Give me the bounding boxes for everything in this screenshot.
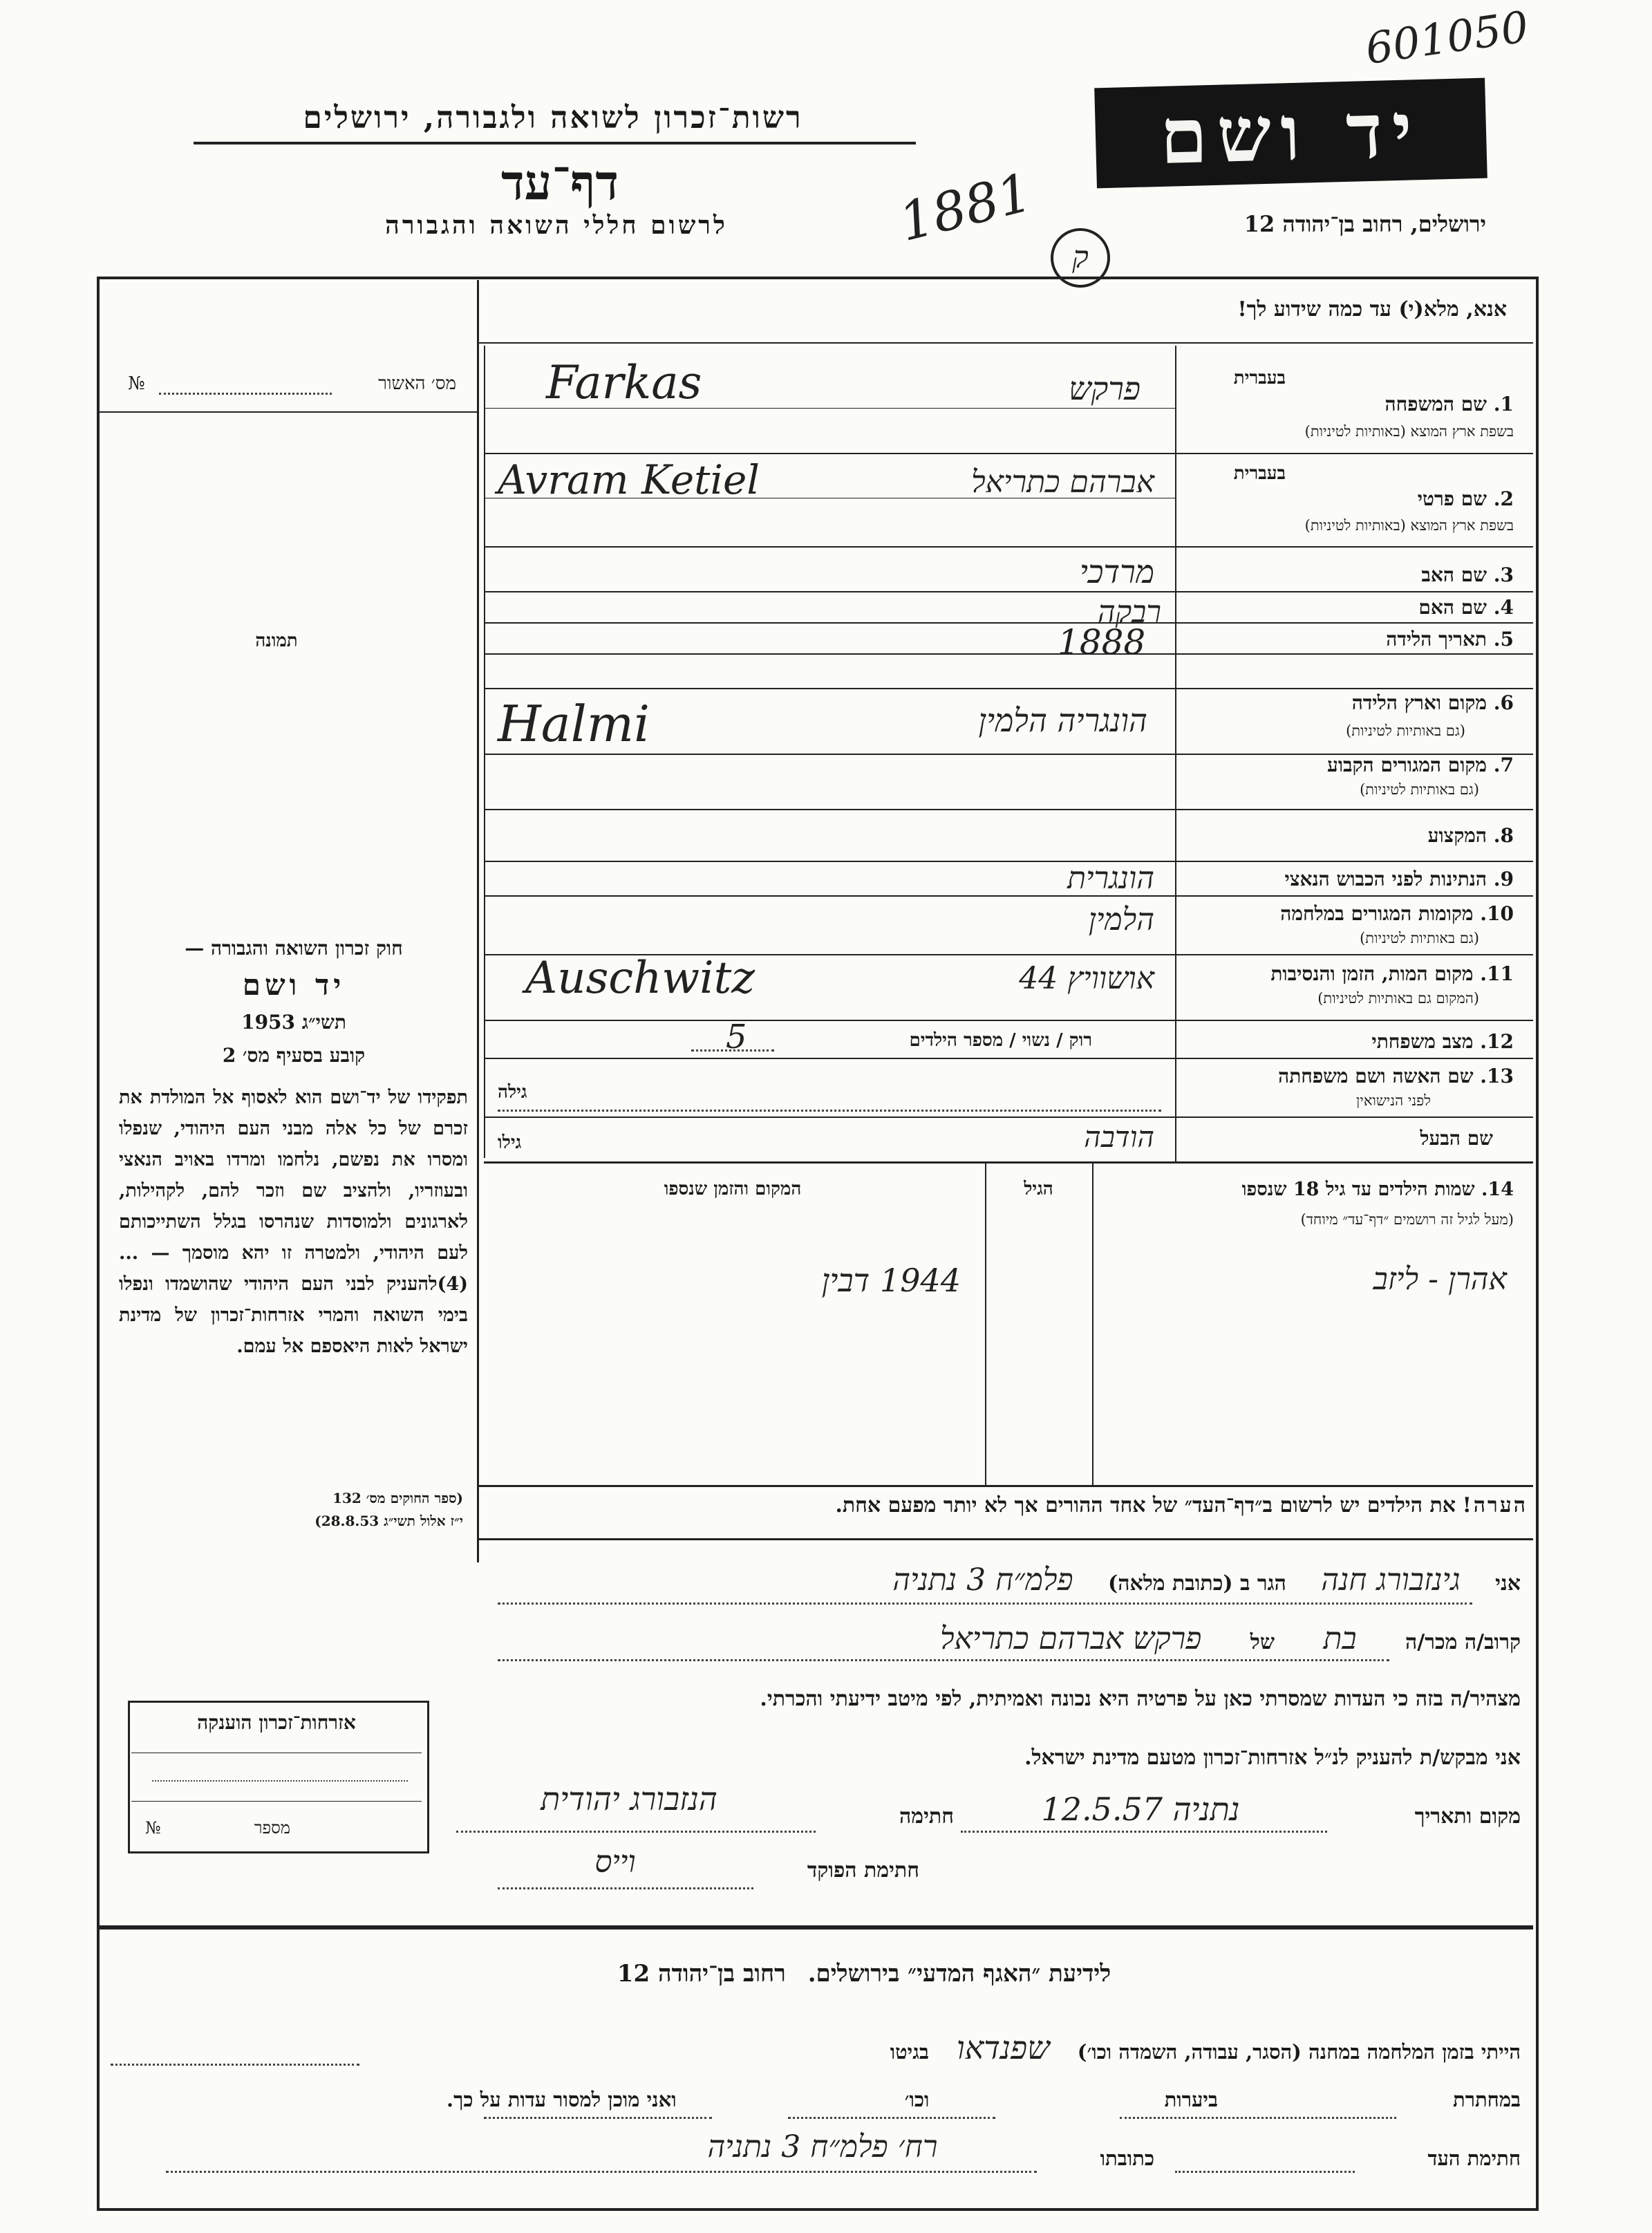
children-row-place[interactable]: 1944 דבין: [821, 1262, 961, 1299]
decl-relative-label: קרוב/ה מכר/ה: [1405, 1630, 1521, 1654]
field-1-num: 1.: [1493, 393, 1514, 415]
cert-number-label: מס׳ האשור: [378, 373, 456, 394]
address: ירושלים, רחוב בן־יהודה 12: [1243, 211, 1486, 237]
law-ref-2: י״ז אלול תשי״ג 28.8.53): [315, 1513, 463, 1529]
row-line: [484, 591, 1533, 592]
row-line: [484, 1116, 1533, 1118]
photo-box-top: [100, 411, 477, 413]
decl-of-name[interactable]: פרקש אברהם כתריאל: [940, 1621, 1202, 1656]
field-12-dots: [691, 1049, 774, 1052]
decl-line-1: [207, 1562, 1521, 1598]
bottom-address-dots: [166, 2171, 1037, 2173]
bottom-underground-label: במחתרת: [1453, 2088, 1521, 2111]
field-4-value[interactable]: רבקה: [1097, 595, 1161, 630]
field-1-sub: בשפת ארץ המוצא (באותיות לטיניות): [1304, 423, 1514, 440]
field-3-text: שם האב: [1421, 563, 1487, 586]
field-6-text: מקום וארץ הלידה: [1351, 691, 1487, 714]
husband-printed: גילו: [498, 1132, 522, 1153]
field-2-text: שם פרטי: [1417, 487, 1487, 510]
law-title: חוק זכרון השואה והגבורה —: [185, 937, 403, 960]
field-11-label: [1189, 962, 1514, 986]
bottom-title: לידיעת ״האגף המדעי״ בירושלים.: [807, 1960, 1111, 1988]
cert-number-no: №: [128, 373, 145, 394]
citizenship-number-label: מספר: [254, 1818, 290, 1838]
logo-text: יד ושם: [1158, 85, 1423, 181]
citizenship-title: אזרחות־זכרון הוענקה: [197, 1711, 356, 1734]
bottom-etc-dots[interactable]: [484, 2117, 712, 2119]
field-12-text: מצב משפחתי: [1371, 1030, 1474, 1053]
row-line: [484, 653, 1533, 655]
authority-line: רשות־זכרון לשואה ולגבורה, ירושלים: [303, 100, 803, 136]
archive-number: 601050: [1362, 1, 1532, 75]
field-12-num: 12.: [1480, 1030, 1514, 1053]
husband-value[interactable]: הודבה: [1084, 1120, 1154, 1154]
children-num: 14.: [1481, 1179, 1514, 1200]
field-7-num: 7.: [1493, 754, 1514, 776]
decl-request: אני מבקש/ת להעניק לנ״ל אזרחות־זכרון מטעם מדינת ישראל.: [1024, 1746, 1521, 1770]
field-8-text: המקצוע: [1427, 824, 1487, 847]
bottom-line-2: [111, 2088, 1521, 2112]
field-2-label: [1244, 487, 1514, 511]
row-line: [484, 1161, 1533, 1164]
decl-officer-dots: [498, 1887, 753, 1889]
children-text: שמות הילדים עד גיל 18 שנספו: [1241, 1179, 1475, 1200]
field-10-label: [1189, 902, 1514, 926]
field-5-label: [1189, 628, 1514, 651]
decl-officer-label: חתימת הפוקד: [807, 1858, 919, 1882]
field-10-num: 10.: [1480, 902, 1514, 925]
bottom-underground-dots[interactable]: [1120, 2117, 1396, 2119]
children-col-divider-1: [1092, 1164, 1093, 1485]
bottom-line-1: [111, 2029, 1521, 2066]
field-9-label: [1189, 868, 1514, 891]
field-10-text: מקומות המגורים במלחמה: [1280, 902, 1474, 925]
bottom-forests-label: ביערות: [1164, 2088, 1218, 2111]
decl-address[interactable]: פלמ״ח 3 נתניה: [892, 1562, 1073, 1598]
field-13-text: שם האשה ושם משפחתה: [1278, 1065, 1474, 1087]
decl-place-date-label: מקום ותאריך: [1414, 1804, 1521, 1829]
field-6-sub: (גם באותיות לטיניות): [1346, 722, 1465, 739]
field-1-label: [1244, 393, 1514, 416]
field-9-text: הנתינות לפני הכבוש הנאצי: [1284, 868, 1487, 890]
decl-place-date[interactable]: נתניה 12.5.57: [1041, 1791, 1240, 1828]
bottom-witness-sig-label: חתימת העד: [1427, 2147, 1521, 2170]
bottom-camp-text: הייתי בזמן המלחמה במחנה (הסגר, עבודה, השמדה וכו׳): [1077, 2040, 1521, 2064]
children-sub: (מעל לגיל זה רושמים ״דף־עד״ מיוחד): [1300, 1211, 1514, 1228]
instruction: אנא, מלא(י) עד כמה שידוע לך!: [1237, 297, 1507, 321]
row-line: [484, 1020, 1533, 1021]
citizenship-line-2: [131, 1801, 422, 1802]
field-10-value[interactable]: הלמין: [1088, 902, 1154, 937]
field-6-value-lat[interactable]: Halmi: [498, 695, 650, 753]
field-8-label: [1189, 824, 1514, 848]
decl-officer-sig[interactable]: וייס: [594, 1844, 636, 1880]
law-text: תפקידו של יד־ושם הוא לאסוף אל המולדת את זכרם של כל אלה מבני העם היהודי, שנפלו ומסרו את נפשם, נלחמו ומרדו באויב הנאצי ובעוזריו, ולהציב שם וזכר להם, לקהילות, לארגונים ולמוסדות שנהרסו בגלל השתייכותם לעם היהודי, ולמטרה זו יהא מוסמך — ...(4)להעניק לבני העם היהודי שהושמדו ונפלו בימי השואה והמרי אזרחות־זכרון של מדינת ישראל לאות היאספם אל עמם.: [119, 1087, 468, 1357]
field-1-value-lat[interactable]: Farkas: [546, 356, 702, 409]
decl-resides-label: הגר ב (כתובת מלאה): [1108, 1571, 1286, 1596]
field-3-value[interactable]: מרדכי: [1079, 553, 1154, 590]
children-col-place: המקום והזמן שנספו: [664, 1179, 802, 1199]
yad-vashem-logo: [1094, 78, 1487, 189]
bottom-camp-value[interactable]: שפנדאו: [956, 2029, 1050, 2066]
photo-label: תמונה: [255, 630, 298, 651]
field-9-value[interactable]: הונגרית: [1067, 861, 1154, 896]
field-2-value-he[interactable]: אברהם כתריאל: [971, 465, 1154, 500]
row-line: [484, 453, 1533, 454]
field-11-num: 11.: [1480, 962, 1514, 985]
bottom-ready-text: ואני מוכן למסור עדות על כך.: [447, 2088, 677, 2111]
law-section: קובע בסעיף מס׳ 2: [222, 1044, 366, 1067]
field-4-label: [1189, 596, 1514, 619]
field-4-text: שם האם: [1418, 596, 1487, 619]
note-box: [484, 1493, 1528, 1517]
field-2-num: 2.: [1493, 487, 1514, 510]
children-row-name[interactable]: אהרן - ליזב: [1373, 1262, 1507, 1297]
field-10-sub: (גם באותיות לטיניות): [1360, 930, 1479, 946]
field-13-num: 13.: [1480, 1065, 1514, 1087]
field-13-dots[interactable]: [498, 1110, 1161, 1112]
decl-line-1-dots: [498, 1603, 1472, 1605]
form-subtitle: לרשום חללי השואה והגבורה: [385, 211, 728, 240]
note-text: את הילדים יש לרשום ב״דף־העד״ של אחד ההורים אך לא יותר מפעם אחת.: [835, 1493, 1456, 1517]
form-title: דף־עד: [500, 153, 619, 211]
children-col-divider-2: [985, 1164, 986, 1485]
hebrew-hint-1: בעברית: [1233, 368, 1286, 389]
husband-label: שם הבעל: [1420, 1127, 1493, 1150]
field-11-value-lat[interactable]: Auschwitz: [525, 953, 755, 1004]
field-7-text: מקום המגורים הקבוע: [1327, 754, 1487, 776]
field-12-label: [1189, 1030, 1514, 1054]
field-2-sub: בשפת ארץ המוצא (באותיות לטיניות): [1304, 517, 1514, 534]
field-1-text: שם המשפחה: [1385, 393, 1487, 415]
field-1-value-he[interactable]: פרקש: [1069, 370, 1141, 407]
decl-signature[interactable]: הנזבורג יהודית: [541, 1780, 717, 1818]
field-11-sub: (המקום גם באותיות לטיניות): [1317, 990, 1479, 1007]
note-bottom-line: [477, 1538, 1533, 1540]
field-13-label: [1189, 1065, 1514, 1088]
decl-line-2: [207, 1621, 1521, 1656]
field-13-sub: לפני הנישואין: [1356, 1092, 1431, 1109]
decl-place-date-dots: [961, 1831, 1327, 1833]
field-6-value-he[interactable]: הונגריה הלמין: [978, 702, 1147, 739]
field-5-text: תאריך הלידה: [1386, 628, 1487, 651]
left-panel-divider: [477, 280, 479, 1562]
bottom-ghetto-dots[interactable]: [111, 2064, 359, 2066]
field-12-printed: רוק / נשוי / מספר הילדים: [909, 1030, 1092, 1051]
field-6-label: [1189, 691, 1514, 715]
field-5-num: 5.: [1493, 628, 1514, 651]
field-4-num: 4.: [1493, 596, 1514, 619]
bottom-heading: [484, 1960, 1244, 1988]
bottom-address: רחוב בן־יהודה 12: [617, 1960, 786, 1988]
decl-relation[interactable]: בת: [1323, 1621, 1357, 1656]
field-2-value-lat[interactable]: Avram Ketiel: [498, 456, 760, 503]
decl-statement: מצהיר/ה בזה כי העדות שמסרתי כאן על פרטיה היא נכונה ואמיתית, לפי מיטב ידיעתי והכרתי.: [760, 1687, 1521, 1711]
cert-number-field[interactable]: [159, 393, 332, 395]
decl-signature-label: חתימה: [899, 1804, 954, 1829]
field-3-label: [1189, 563, 1514, 587]
children-label: [1106, 1179, 1514, 1200]
field-12-value[interactable]: 5: [726, 1018, 747, 1056]
field-6-num: 6.: [1493, 691, 1514, 714]
bottom-witness-address[interactable]: רח׳ פלמ״ח 3 נתניה: [707, 2129, 938, 2165]
decl-name[interactable]: גינזבורג חנה: [1321, 1562, 1461, 1598]
field-11-value-he[interactable]: אושוויץ 44: [1019, 961, 1154, 996]
law-ref-1: (ספר החוקים מס׳ 132: [332, 1490, 463, 1506]
bottom-ghetto-label: בגיטו: [890, 2040, 929, 2064]
bottom-witness-sig-dots[interactable]: [1175, 2171, 1355, 2173]
law-name: יד ושם: [242, 968, 346, 1002]
citizenship-dots[interactable]: [152, 1780, 408, 1782]
field-9-num: 9.: [1493, 868, 1514, 890]
row-line: [484, 622, 1533, 624]
citizenship-no: №: [145, 1818, 161, 1838]
circled-mark-text: ק: [1072, 240, 1089, 275]
authority-underline: [194, 142, 916, 144]
form-serial: 1881: [893, 160, 1038, 254]
field-11-text: מקום המות, הזמן והנסיבות: [1270, 962, 1474, 985]
hebrew-hint-2: בעברית: [1233, 463, 1286, 484]
row-line: [484, 688, 1533, 689]
field-8-num: 8.: [1493, 824, 1514, 847]
value-column-left-line: [484, 346, 485, 1158]
law-year: תשי״ג 1953: [241, 1011, 346, 1034]
decl-line-2-dots: [498, 1659, 1389, 1661]
field-3-num: 3.: [1493, 563, 1514, 586]
field-7-label: [1189, 754, 1514, 777]
bottom-address-label: כתובתו: [1100, 2147, 1154, 2170]
instruction-underline: [477, 342, 1533, 344]
children-col-age: הגיל: [1024, 1179, 1053, 1199]
field-13-printed: גילה: [498, 1082, 527, 1103]
decl-signature-dots: [456, 1831, 816, 1833]
note-top-line: [477, 1485, 1533, 1487]
note-label: הערה!: [1462, 1493, 1528, 1517]
bottom-forests-dots[interactable]: [788, 2117, 995, 2119]
bottom-etc-label: וכו׳: [904, 2088, 930, 2111]
field-5-value[interactable]: 1888: [1058, 622, 1146, 662]
row-line: [484, 1058, 1533, 1059]
decl-i-label: אני: [1495, 1571, 1521, 1596]
field-7-sub: (גם באותיות לטיניות): [1360, 781, 1479, 798]
row-line: [484, 546, 1533, 548]
bottom-divider: [100, 1925, 1533, 1930]
decl-of-label: של: [1250, 1630, 1275, 1654]
row-line: [484, 809, 1533, 810]
